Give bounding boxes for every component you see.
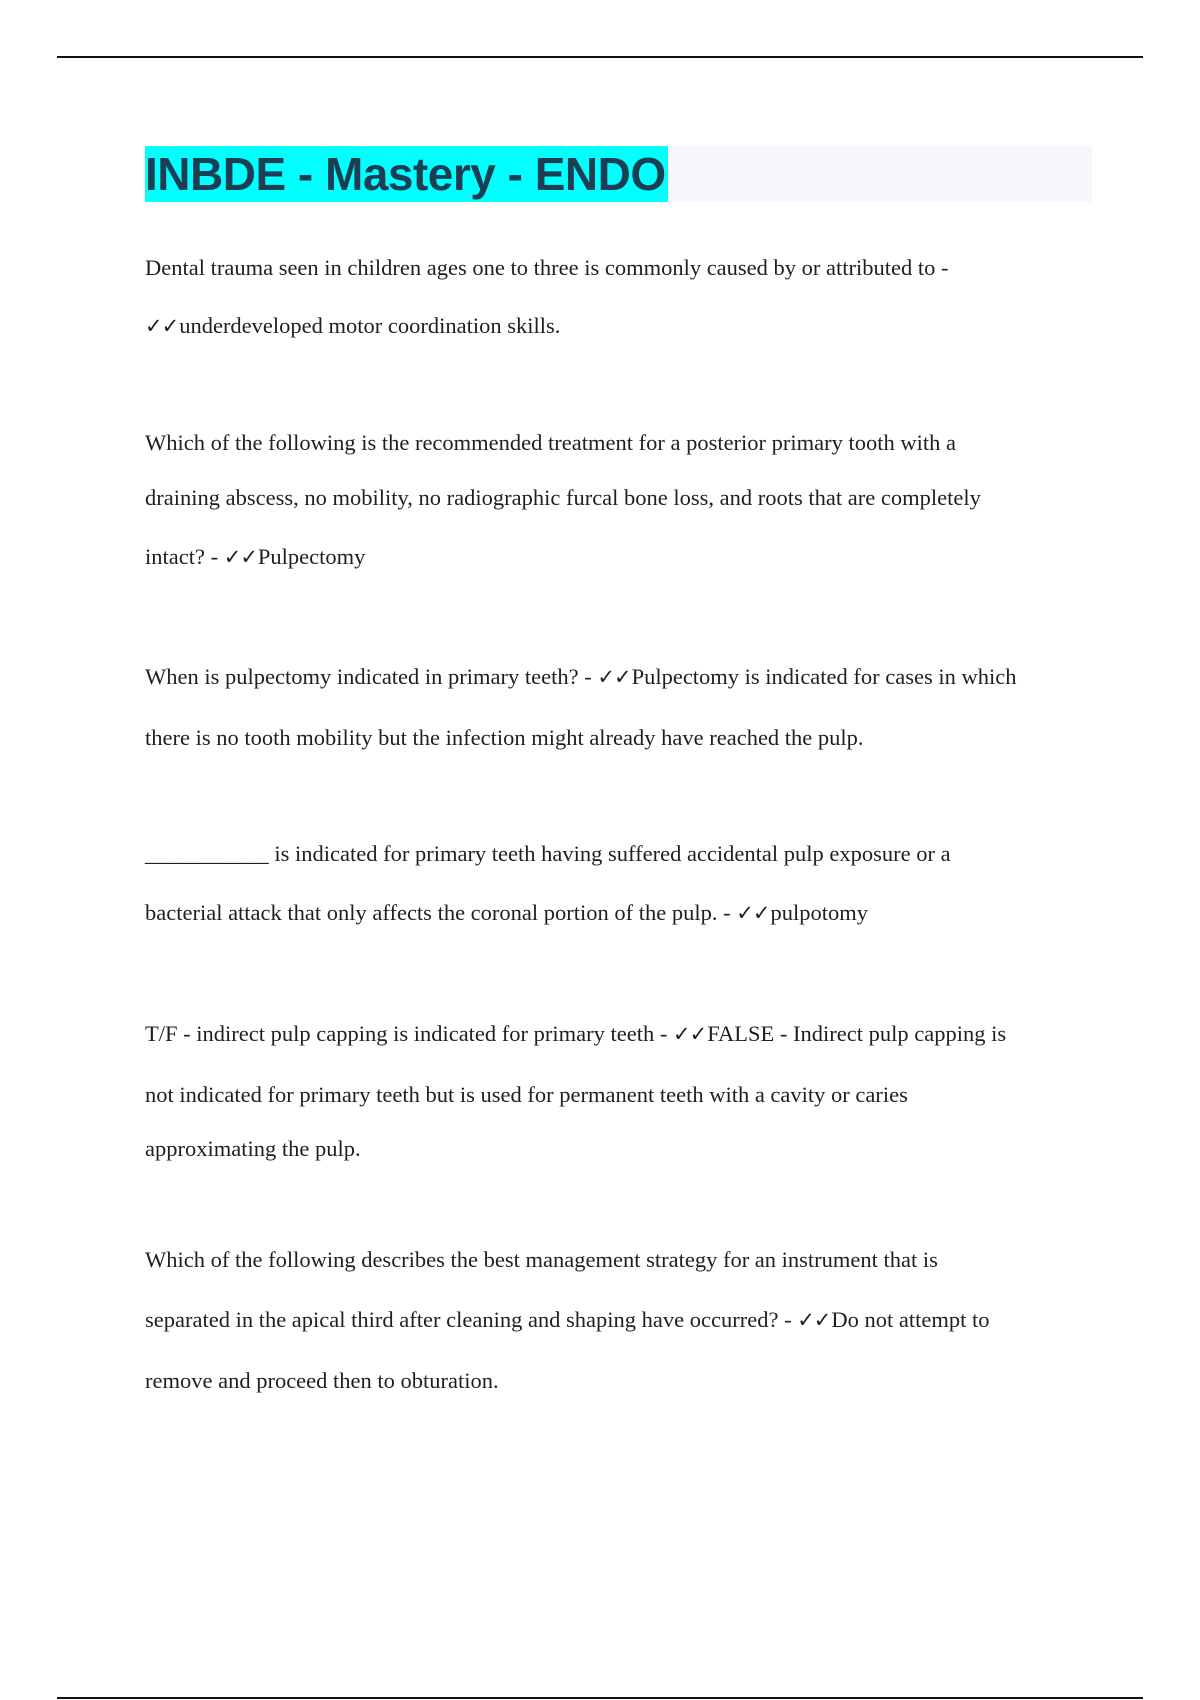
top-rule: [57, 56, 1143, 58]
answer-line: approximating the pulp.: [145, 1136, 361, 1161]
question-answer-line: [145, 900, 868, 926]
answer-text: pulpotomy: [770, 900, 868, 925]
answer-line: [145, 313, 560, 339]
answer-text: Pulpectomy is indicated for cases in which: [631, 664, 1017, 689]
double-check-icon: ✓✓: [223, 545, 257, 569]
answer-text: underdeveloped motor coordination skills.: [179, 313, 561, 338]
answer-text: Do not attempt to: [831, 1307, 990, 1332]
question-text: T/F - indirect pulp capping is indicated for primary teeth -: [145, 1021, 673, 1046]
question-line: ___________ is indicated for primary teeth having suffered accidental pulp exposure or a: [145, 841, 951, 866]
answer-text: FALSE - Indirect pulp capping is: [707, 1021, 1007, 1046]
question-answer-line: [145, 664, 1016, 690]
answer-line: there is no tooth mobility but the infection might already have reached the pulp.: [145, 725, 864, 750]
answer-text: Pulpectomy: [257, 544, 366, 569]
double-check-icon: ✓✓: [145, 314, 179, 338]
question-text: When is pulpectomy indicated in primary teeth? -: [145, 664, 598, 689]
question-text: separated in the apical third after cleaning and shaping have occurred? -: [145, 1307, 798, 1332]
double-check-icon: ✓✓: [736, 901, 770, 925]
question-answer-line: [145, 1021, 1006, 1047]
question-answer-line: [145, 544, 365, 570]
question-answer-line: [145, 1307, 990, 1333]
question-line: Which of the following is the recommended treatment for a posterior primary tooth with a: [145, 430, 957, 455]
answer-line: remove and proceed then to obturation.: [145, 1368, 499, 1393]
double-check-icon: ✓✓: [597, 665, 631, 689]
question-text: bacterial attack that only affects the coronal portion of the pulp. -: [145, 900, 737, 925]
question-line: Dental trauma seen in children ages one to three is commonly caused by or attributed to -: [145, 255, 949, 280]
bottom-rule: [57, 1697, 1143, 1699]
double-check-icon: ✓✓: [672, 1022, 707, 1046]
document-title: INBDE - Mastery - ENDO: [145, 148, 666, 200]
question-text: intact? -: [145, 544, 224, 569]
question-line: draining abscess, no mobility, no radiographic furcal bone loss, and roots that are completely: [145, 485, 981, 510]
double-check-icon: ✓✓: [797, 1308, 831, 1332]
question-line: Which of the following describes the best management strategy for an instrument that is: [145, 1247, 938, 1272]
answer-line: not indicated for primary teeth but is used for permanent teeth with a cavity or caries: [145, 1082, 908, 1107]
